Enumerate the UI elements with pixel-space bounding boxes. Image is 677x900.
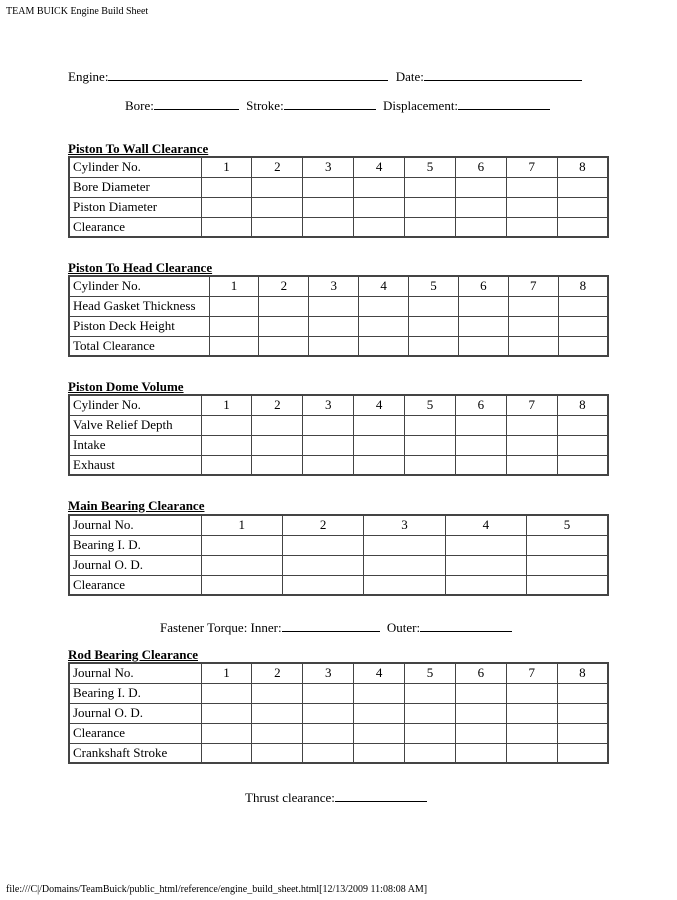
entry-cell[interactable] <box>252 703 303 723</box>
engine-label: Engine: <box>68 69 109 84</box>
table-row <box>69 197 608 217</box>
entry-cell[interactable] <box>201 455 252 475</box>
table-row <box>69 177 608 197</box>
column-number: 8 <box>557 157 608 177</box>
piston-head-title: Piston To Head Clearance <box>68 260 213 275</box>
row-label: Bore Diameter <box>69 177 201 197</box>
entry-cell[interactable] <box>354 455 405 475</box>
row-label: Clearance <box>69 575 201 595</box>
column-number: 6 <box>455 663 506 683</box>
row-label: Total Clearance <box>69 336 209 356</box>
entry-cell[interactable] <box>252 435 303 455</box>
entry-cell[interactable] <box>506 177 557 197</box>
column-number: 3 <box>303 157 354 177</box>
entry-cell[interactable] <box>354 723 405 743</box>
entry-cell[interactable] <box>252 197 303 217</box>
column-number: 6 <box>455 395 506 415</box>
entry-cell[interactable] <box>458 336 508 356</box>
engine-field[interactable] <box>108 68 388 81</box>
table-row <box>69 296 608 316</box>
entry-cell[interactable] <box>309 336 359 356</box>
entry-cell[interactable] <box>303 177 354 197</box>
dome-volume-table <box>68 394 609 476</box>
entry-cell[interactable] <box>455 743 506 763</box>
entry-cell[interactable] <box>405 743 456 763</box>
table-row <box>69 316 608 336</box>
fastener-outer-label: Outer: <box>386 620 421 635</box>
date-field[interactable] <box>424 68 582 81</box>
piston-wall-table <box>68 156 609 238</box>
entry-cell[interactable] <box>252 455 303 475</box>
column-number: 4 <box>354 395 405 415</box>
column-number: 3 <box>303 663 354 683</box>
bore-stroke-row <box>125 97 554 114</box>
entry-cell[interactable] <box>558 336 608 356</box>
column-number: 7 <box>508 276 558 296</box>
entry-cell[interactable] <box>252 723 303 743</box>
column-number: 1 <box>201 395 252 415</box>
entry-cell[interactable] <box>303 435 354 455</box>
column-number: 3 <box>364 515 445 535</box>
entry-cell[interactable] <box>445 535 526 555</box>
column-number: 3 <box>303 395 354 415</box>
entry-cell[interactable] <box>508 316 558 336</box>
entry-cell[interactable] <box>201 703 252 723</box>
row-label: Piston Diameter <box>69 197 201 217</box>
column-number: 7 <box>506 395 557 415</box>
column-number: 2 <box>252 663 303 683</box>
entry-cell[interactable] <box>557 217 608 237</box>
entry-cell[interactable] <box>303 217 354 237</box>
page-footer-path: file:///C|/Domains/TeamBuick/public_html/reference/engine_build_sheet.html[12/13/2009 11:08:08 AM] <box>6 884 428 895</box>
entry-cell[interactable] <box>303 723 354 743</box>
column-number: 1 <box>209 276 259 296</box>
entry-cell[interactable] <box>303 683 354 703</box>
entry-cell[interactable] <box>409 316 459 336</box>
entry-cell[interactable] <box>354 703 405 723</box>
entry-cell[interactable] <box>303 197 354 217</box>
entry-cell[interactable] <box>201 555 282 575</box>
row-label: Bearing I. D. <box>69 535 201 555</box>
column-number: 8 <box>558 276 608 296</box>
table-row <box>69 743 608 763</box>
entry-cell[interactable] <box>455 415 506 435</box>
date-label: Date: <box>395 69 424 84</box>
table-row <box>69 415 608 435</box>
entry-cell[interactable] <box>282 575 363 595</box>
entry-cell[interactable] <box>557 197 608 217</box>
entry-cell[interactable] <box>201 435 252 455</box>
row-label: Head Gasket Thickness <box>69 296 209 316</box>
entry-cell[interactable] <box>303 455 354 475</box>
table-header-row <box>69 276 608 296</box>
column-number: 5 <box>405 395 456 415</box>
entry-cell[interactable] <box>252 683 303 703</box>
entry-cell[interactable] <box>201 177 252 197</box>
column-number: 6 <box>458 276 508 296</box>
column-number: 7 <box>506 157 557 177</box>
entry-cell[interactable] <box>209 316 259 336</box>
column-number: 2 <box>282 515 363 535</box>
entry-cell[interactable] <box>259 336 309 356</box>
column-number: 5 <box>405 157 456 177</box>
stroke-label: Stroke: <box>246 98 284 113</box>
entry-cell[interactable] <box>359 316 409 336</box>
entry-cell[interactable] <box>405 723 456 743</box>
entry-cell[interactable] <box>557 435 608 455</box>
column-number: 3 <box>309 276 359 296</box>
entry-cell[interactable] <box>405 177 456 197</box>
fastener-row <box>160 619 516 636</box>
entry-cell[interactable] <box>458 296 508 316</box>
entry-cell[interactable] <box>303 743 354 763</box>
row-label: Bearing I. D. <box>69 683 201 703</box>
table-row <box>69 683 608 703</box>
entry-cell[interactable] <box>506 723 557 743</box>
entry-cell[interactable] <box>364 555 445 575</box>
entry-cell[interactable] <box>409 296 459 316</box>
entry-cell[interactable] <box>557 683 608 703</box>
entry-cell[interactable] <box>508 296 558 316</box>
page-header-title: TEAM BUICK Engine Build Sheet <box>6 6 149 17</box>
entry-cell[interactable] <box>309 316 359 336</box>
thrust-row <box>245 789 431 806</box>
entry-cell[interactable] <box>359 296 409 316</box>
column-number: 2 <box>252 157 303 177</box>
entry-cell[interactable] <box>201 683 252 703</box>
column-number: 5 <box>405 663 456 683</box>
row-label: Journal O. D. <box>69 703 201 723</box>
entry-cell[interactable] <box>201 535 282 555</box>
entry-cell[interactable] <box>527 575 608 595</box>
entry-cell[interactable] <box>506 703 557 723</box>
entry-cell[interactable] <box>455 177 506 197</box>
entry-cell[interactable] <box>364 575 445 595</box>
row-label: Valve Relief Depth <box>69 415 201 435</box>
stroke-field[interactable] <box>284 97 376 110</box>
entry-cell[interactable] <box>455 197 506 217</box>
entry-cell[interactable] <box>558 316 608 336</box>
entry-cell[interactable] <box>458 316 508 336</box>
entry-cell[interactable] <box>252 177 303 197</box>
displacement-field[interactable] <box>458 97 550 110</box>
thrust-label: Thrust clearance: <box>245 790 335 805</box>
entry-cell[interactable] <box>354 435 405 455</box>
main-bearing-table <box>68 514 609 596</box>
column-number: 1 <box>201 157 252 177</box>
entry-cell[interactable] <box>405 683 456 703</box>
entry-cell[interactable] <box>405 217 456 237</box>
piston-head-table <box>68 275 609 357</box>
entry-cell[interactable] <box>557 177 608 197</box>
entry-cell[interactable] <box>259 296 309 316</box>
table-header-row <box>69 395 608 415</box>
table-row <box>69 455 608 475</box>
entry-cell[interactable] <box>455 723 506 743</box>
table-row <box>69 703 608 723</box>
main-bearing-title: Main Bearing Clearance <box>68 498 205 513</box>
column-number: 4 <box>445 515 526 535</box>
bore-field[interactable] <box>154 97 239 110</box>
entry-cell[interactable] <box>201 197 252 217</box>
entry-cell[interactable] <box>557 743 608 763</box>
row-header-label: Cylinder No. <box>69 157 201 177</box>
entry-cell[interactable] <box>364 535 445 555</box>
table-row <box>69 336 608 356</box>
row-header-label: Cylinder No. <box>69 395 201 415</box>
column-number: 6 <box>455 157 506 177</box>
entry-cell[interactable] <box>409 336 459 356</box>
entry-cell[interactable] <box>309 296 359 316</box>
fastener-inner-field[interactable] <box>282 619 380 632</box>
entry-cell[interactable] <box>354 197 405 217</box>
entry-cell[interactable] <box>558 296 608 316</box>
entry-cell[interactable] <box>557 703 608 723</box>
rod-bearing-table <box>68 662 609 764</box>
thrust-field[interactable] <box>335 789 427 802</box>
entry-cell[interactable] <box>354 743 405 763</box>
column-number: 1 <box>201 663 252 683</box>
entry-cell[interactable] <box>405 703 456 723</box>
column-number: 4 <box>354 157 405 177</box>
table-row <box>69 535 608 555</box>
entry-cell[interactable] <box>354 415 405 435</box>
entry-cell[interactable] <box>354 217 405 237</box>
entry-cell[interactable] <box>259 316 309 336</box>
entry-cell[interactable] <box>557 455 608 475</box>
piston-wall-title: Piston To Wall Clearance <box>68 141 209 156</box>
entry-cell[interactable] <box>455 217 506 237</box>
table-row <box>69 217 608 237</box>
row-label: Piston Deck Height <box>69 316 209 336</box>
displacement-label: Displacement: <box>382 98 459 113</box>
row-header-label: Cylinder No. <box>69 276 209 296</box>
table-row <box>69 575 608 595</box>
entry-cell[interactable] <box>455 455 506 475</box>
row-label: Exhaust <box>69 455 201 475</box>
entry-cell[interactable] <box>527 555 608 575</box>
table-header-row <box>69 515 608 535</box>
column-number: 2 <box>259 276 309 296</box>
table-header-row <box>69 663 608 683</box>
column-number: 5 <box>409 276 459 296</box>
entry-cell[interactable] <box>506 455 557 475</box>
row-label: Crankshaft Stroke <box>69 743 201 763</box>
column-number: 8 <box>557 663 608 683</box>
table-row <box>69 555 608 575</box>
entry-cell[interactable] <box>282 535 363 555</box>
column-number: 2 <box>252 395 303 415</box>
row-header-label: Journal No. <box>69 515 201 535</box>
entry-cell[interactable] <box>455 683 506 703</box>
entry-cell[interactable] <box>303 415 354 435</box>
entry-cell[interactable] <box>508 336 558 356</box>
entry-cell[interactable] <box>455 703 506 723</box>
fastener-inner-label: Fastener Torque: Inner: <box>160 620 282 635</box>
entry-cell[interactable] <box>303 703 354 723</box>
column-number: 7 <box>506 663 557 683</box>
entry-cell[interactable] <box>455 435 506 455</box>
row-label: Clearance <box>69 217 201 237</box>
entry-cell[interactable] <box>557 415 608 435</box>
entry-cell[interactable] <box>354 177 405 197</box>
row-header-label: Journal No. <box>69 663 201 683</box>
table-header-row <box>69 157 608 177</box>
entry-cell[interactable] <box>359 336 409 356</box>
column-number: 5 <box>527 515 608 535</box>
entry-cell[interactable] <box>201 723 252 743</box>
table-row <box>69 435 608 455</box>
entry-cell[interactable] <box>405 435 456 455</box>
table-row <box>69 723 608 743</box>
entry-cell[interactable] <box>282 555 363 575</box>
entry-cell[interactable] <box>252 743 303 763</box>
entry-cell[interactable] <box>252 217 303 237</box>
entry-cell[interactable] <box>506 415 557 435</box>
row-label: Journal O. D. <box>69 555 201 575</box>
fastener-outer-field[interactable] <box>420 619 512 632</box>
entry-cell[interactable] <box>201 743 252 763</box>
rod-bearing-title: Rod Bearing Clearance <box>68 647 198 662</box>
entry-cell[interactable] <box>405 197 456 217</box>
column-number: 8 <box>557 395 608 415</box>
row-label: Intake <box>69 435 201 455</box>
entry-cell[interactable] <box>506 683 557 703</box>
bore-label: Bore: <box>125 98 154 113</box>
entry-cell[interactable] <box>506 435 557 455</box>
entry-cell[interactable] <box>209 296 259 316</box>
engine-date-row <box>68 68 586 85</box>
row-label: Clearance <box>69 723 201 743</box>
entry-cell[interactable] <box>405 415 456 435</box>
entry-cell[interactable] <box>506 743 557 763</box>
entry-cell[interactable] <box>405 455 456 475</box>
entry-cell[interactable] <box>252 415 303 435</box>
column-number: 4 <box>354 663 405 683</box>
entry-cell[interactable] <box>445 555 526 575</box>
entry-cell[interactable] <box>201 415 252 435</box>
entry-cell[interactable] <box>527 535 608 555</box>
entry-cell[interactable] <box>201 217 252 237</box>
entry-cell[interactable] <box>557 723 608 743</box>
column-number: 4 <box>359 276 409 296</box>
column-number: 1 <box>201 515 282 535</box>
entry-cell[interactable] <box>209 336 259 356</box>
entry-cell[interactable] <box>445 575 526 595</box>
dome-volume-title: Piston Dome Volume <box>68 379 184 394</box>
entry-cell[interactable] <box>506 197 557 217</box>
entry-cell[interactable] <box>201 575 282 595</box>
entry-cell[interactable] <box>354 683 405 703</box>
entry-cell[interactable] <box>506 217 557 237</box>
